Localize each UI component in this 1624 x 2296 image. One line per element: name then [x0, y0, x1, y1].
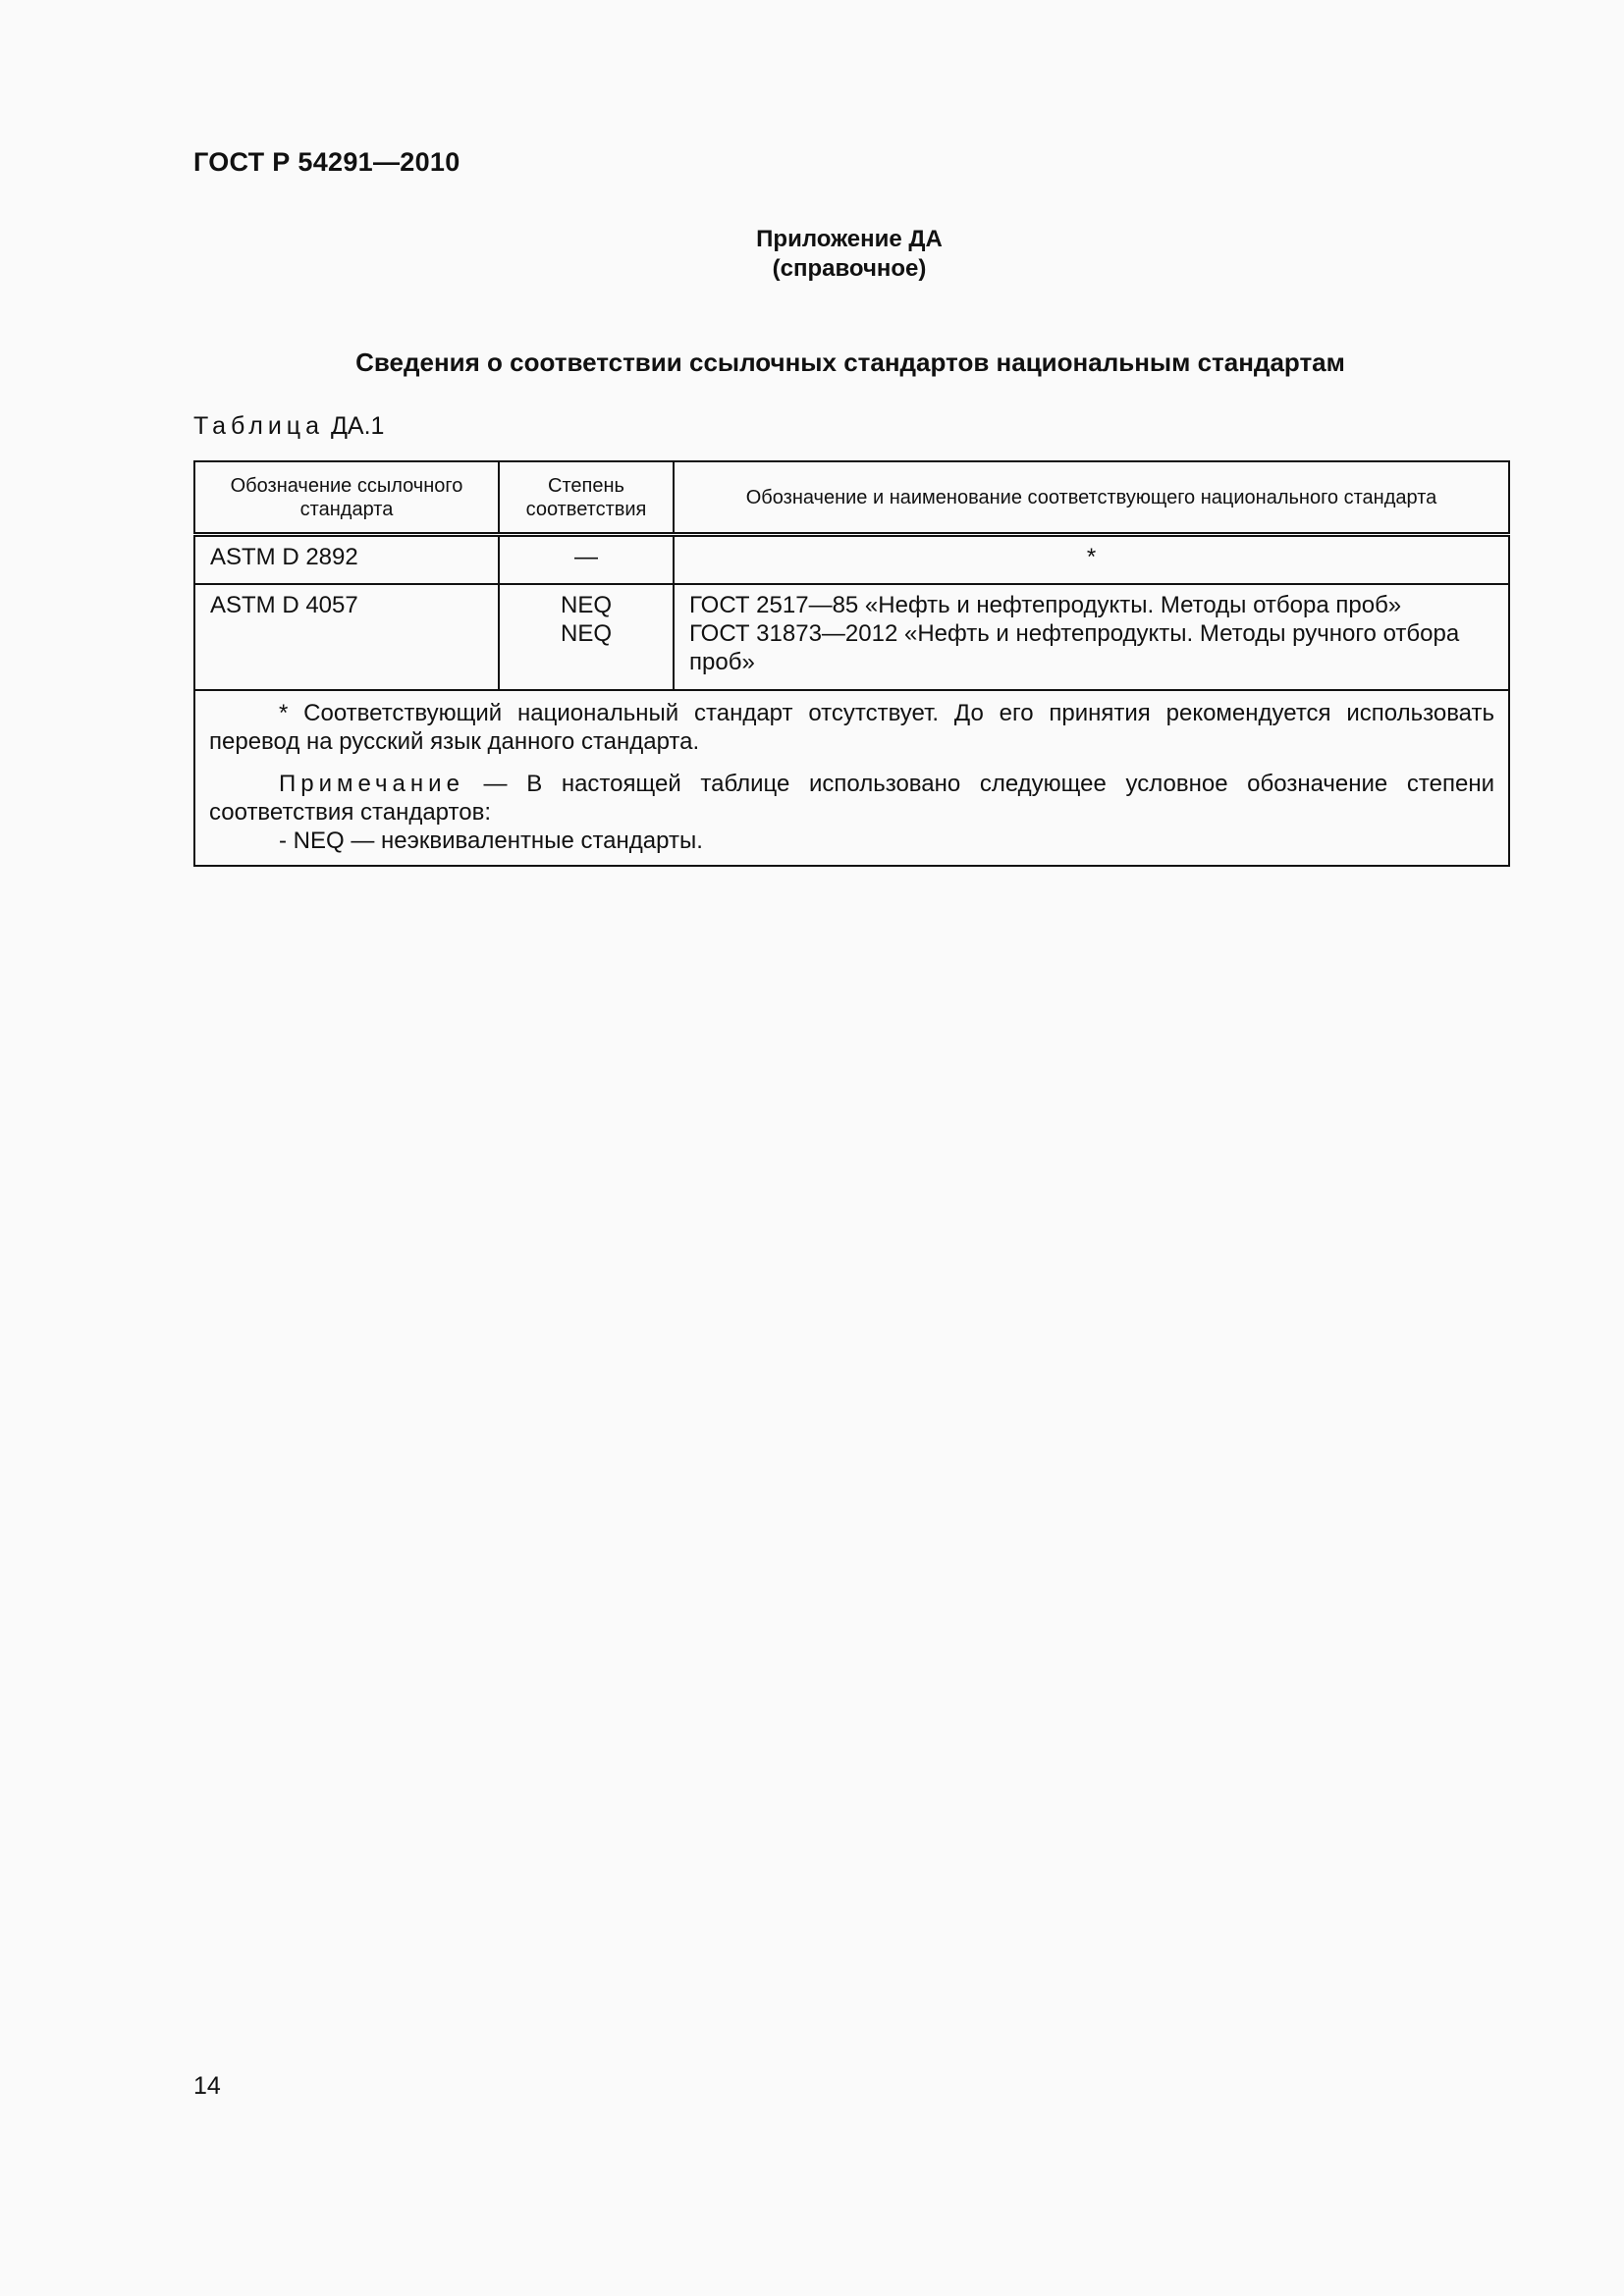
appendix-heading — [0, 225, 1624, 284]
footnote-text: * Соответствующий национальный стандарт отсутствует. До его принятия рекомендуется использовать перевод на русский язык данного стандарта. — [209, 700, 1494, 755]
national-value: ГОСТ 2517—85 «Нефть и нефтепродукты. Методы отбора проб» — [689, 592, 1402, 618]
table-footer — [194, 690, 1509, 866]
table-caption-number: ДА.1 — [330, 412, 385, 440]
note-text — [209, 770, 1494, 827]
header-national-standard: Обозначение и наименование соответствующего национального стандарта — [674, 461, 1509, 535]
degree-value: — — [574, 544, 598, 570]
table-caption-label: Таблица — [193, 412, 325, 440]
note-body: — В настоящей таблице использовано следующее условное обозначение степени соответствия стандартов: — [209, 771, 1494, 826]
document-code: ГОСТ Р 54291—2010 — [193, 147, 460, 177]
page-number: 14 — [193, 2072, 221, 2100]
cell-national — [674, 584, 1509, 690]
cell-degree — [499, 535, 674, 585]
degree-value: NEQ — [560, 592, 612, 618]
cell-reference: ASTM D 4057 — [194, 584, 499, 690]
note-item: - NEQ — неэквивалентные стандарты. — [279, 828, 703, 854]
note-label: Примечание — [279, 771, 464, 797]
appendix-title: Приложение ДА — [756, 226, 943, 252]
cell-national — [674, 535, 1509, 585]
table-row — [194, 584, 1509, 690]
section-title: Сведения о соответствии ссылочных стандартов национальным стандартам — [355, 347, 1345, 377]
cell-reference: ASTM D 2892 — [194, 535, 499, 585]
table-row — [194, 535, 1509, 585]
national-value: ГОСТ 31873—2012 «Нефть и нефтепродукты. Методы ручного отбора проб» — [689, 620, 1460, 675]
cell-degree — [499, 584, 674, 690]
degree-value: NEQ — [560, 620, 612, 647]
header-conformity-degree: Степень соответствия — [499, 461, 674, 535]
table-footer-row — [194, 690, 1509, 866]
header-reference-standard: Обозначение ссылочного стандарта — [194, 461, 499, 535]
conformity-table — [193, 460, 1510, 867]
table-caption — [193, 412, 384, 441]
table-header-row — [194, 461, 1509, 535]
appendix-subtitle: (справочное) — [772, 255, 927, 282]
national-value: * — [1086, 544, 1097, 570]
